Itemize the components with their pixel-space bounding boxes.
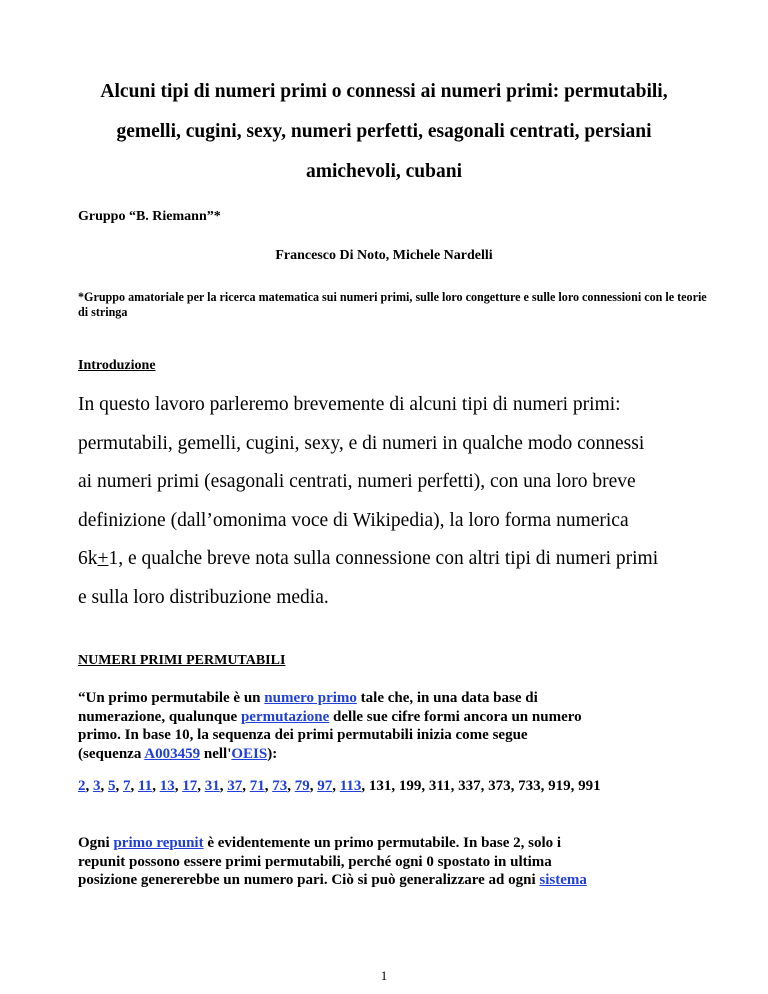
sequence-separator: , bbox=[510, 778, 519, 794]
quote-text: numerazione, qualunque bbox=[78, 708, 241, 725]
sequence-separator: , bbox=[391, 778, 399, 794]
quote-text: “Un primo permutabile è un bbox=[78, 690, 265, 706]
sequence-separator: , bbox=[197, 778, 205, 794]
sequence-separator: , bbox=[540, 778, 549, 794]
para-text: è evidentemente un primo permutabile. In base 2, solo i bbox=[203, 835, 562, 851]
para-line-2: repunit possono essere primi permutabili, perché ogni 0 spostato in ultima bbox=[78, 853, 552, 870]
sequence-separator: , bbox=[264, 778, 273, 794]
sequence-separator: , bbox=[242, 778, 250, 794]
plus-minus-sign: + bbox=[97, 548, 109, 569]
title-line-3: amichevoli, cubani bbox=[305, 161, 462, 182]
link-numero-primo[interactable]: numero primo bbox=[264, 690, 357, 706]
link-primo-repunit[interactable]: primo repunit bbox=[113, 835, 204, 851]
sequence-separator: , bbox=[332, 778, 340, 794]
quote-line-4 bbox=[78, 745, 718, 764]
quote-text: delle sue cifre formi ancora un numero bbox=[329, 708, 582, 725]
repunit-paragraph bbox=[78, 834, 718, 890]
link-permutazione[interactable]: permutazione bbox=[240, 708, 330, 725]
sequence-separator: , bbox=[480, 778, 489, 794]
sequence-link-3[interactable]: 3 bbox=[93, 778, 101, 794]
intro-line-2: permutabili, gemelli, cugini, sexy, e di numeri in qualche modo connessi bbox=[78, 432, 645, 454]
link-a003459[interactable]: A003459 bbox=[144, 745, 201, 762]
quote-text: (sequenza bbox=[78, 745, 145, 762]
para-text: Ogni bbox=[78, 835, 114, 851]
intro-line-5-text: 1, e qualche breve nota sulla connessione con altri tipi di numeri primi bbox=[108, 548, 659, 569]
group-footnote: *Gruppo amatoriale per la ricerca matematica sui numeri primi, sulle loro congetture e sulle loro connessioni con le teorie di stringa bbox=[78, 290, 707, 319]
quote-line-2 bbox=[78, 708, 718, 727]
sequence-value-311: 311 bbox=[428, 778, 451, 794]
sequence-link-17[interactable]: 17 bbox=[182, 778, 198, 794]
para-line-3 bbox=[78, 871, 718, 890]
sequence-separator: , bbox=[85, 778, 93, 794]
intro-formula-prefix: 6k bbox=[78, 548, 98, 569]
quote-line-1 bbox=[78, 689, 718, 708]
sequence-separator: , bbox=[130, 778, 138, 794]
title-line-1: Alcuni tipi di numeri primi o connessi ai numeri primi: permutabili, bbox=[100, 81, 668, 102]
sequence-link-5[interactable]: 5 bbox=[108, 778, 116, 794]
sequence-value-337: 337 bbox=[458, 778, 481, 794]
link-sistema[interactable]: sistema bbox=[539, 872, 587, 888]
sequence-separator: , bbox=[115, 778, 123, 794]
sequence-value-373: 373 bbox=[488, 778, 511, 794]
intro-paragraph bbox=[78, 392, 718, 623]
intro-line-1: In questo lavoro parleremo brevemente di alcuni tipi di numeri primi: bbox=[78, 394, 621, 415]
intro-line-6: e sulla loro distribuzione media. bbox=[78, 586, 329, 608]
sequence-link-7[interactable]: 7 bbox=[123, 778, 131, 794]
sequence-link-97[interactable]: 97 bbox=[317, 778, 333, 794]
sequence-value-919: 919 bbox=[548, 778, 571, 794]
quote-text: tale che, in una data base di bbox=[356, 690, 538, 706]
group-name: Gruppo “B. Riemann”* bbox=[78, 209, 221, 224]
definition-quote bbox=[78, 689, 718, 763]
quote-text: nell' bbox=[200, 745, 232, 762]
sequence-separator: , bbox=[152, 778, 160, 794]
sequence-link-11[interactable]: 11 bbox=[138, 778, 153, 794]
sequence-separator: , bbox=[287, 778, 295, 794]
page-number: 1 bbox=[380, 968, 388, 983]
sequence-value-733: 733 bbox=[518, 778, 541, 794]
intro-heading: Introduzione bbox=[78, 358, 156, 373]
sequence-link-113[interactable]: 113 bbox=[339, 778, 362, 794]
document-title bbox=[60, 80, 708, 200]
authors: Francesco Di Noto, Michele Nardelli bbox=[275, 248, 493, 263]
sequence-separator: , bbox=[361, 778, 369, 794]
sequence-separator: , bbox=[450, 778, 459, 794]
sequence-separator: , bbox=[174, 778, 183, 794]
link-oeis[interactable]: OEIS bbox=[231, 745, 268, 762]
permutable-primes-sequence bbox=[78, 777, 718, 796]
sequence-value-131: 131 bbox=[368, 778, 392, 794]
sequence-link-2[interactable]: 2 bbox=[78, 778, 86, 794]
intro-line-3: ai numeri primi (esagonali centrati, numeri perfetti), con una loro breve bbox=[78, 471, 636, 492]
sequence-value-199: 199 bbox=[398, 778, 422, 794]
section-heading: NUMERI PRIMI PERMUTABILI bbox=[78, 653, 286, 668]
sequence-separator: , bbox=[219, 778, 228, 794]
sequence-link-73[interactable]: 73 bbox=[272, 778, 288, 794]
intro-line-5 bbox=[78, 546, 718, 585]
title-line-2: gemelli, cugini, sexy, numeri perfetti, esagonali centrati, persiani bbox=[116, 121, 652, 142]
quote-line-3: primo. In base 10, la sequenza dei primi permutabili inizia come segue bbox=[78, 727, 528, 743]
sequence-link-13[interactable]: 13 bbox=[159, 778, 175, 794]
para-line-1 bbox=[78, 834, 718, 853]
sequence-separator: , bbox=[421, 778, 429, 794]
sequence-value-991: 991 bbox=[578, 778, 601, 794]
para-text: posizione genererebbe un numero pari. Ciò si può generalizzare ad ogni bbox=[78, 872, 540, 888]
quote-text: ): bbox=[267, 745, 278, 762]
sequence-link-71[interactable]: 71 bbox=[249, 778, 265, 794]
sequence-separator: , bbox=[100, 778, 108, 794]
sequence-link-31[interactable]: 31 bbox=[204, 778, 220, 794]
sequence-separator: , bbox=[309, 778, 318, 794]
sequence-link-79[interactable]: 79 bbox=[294, 778, 310, 794]
sequence-separator: , bbox=[570, 778, 579, 794]
sequence-link-37[interactable]: 37 bbox=[227, 778, 243, 794]
intro-line-4: definizione (dall’omonima voce di Wikipedia), la loro forma numerica bbox=[78, 509, 629, 531]
